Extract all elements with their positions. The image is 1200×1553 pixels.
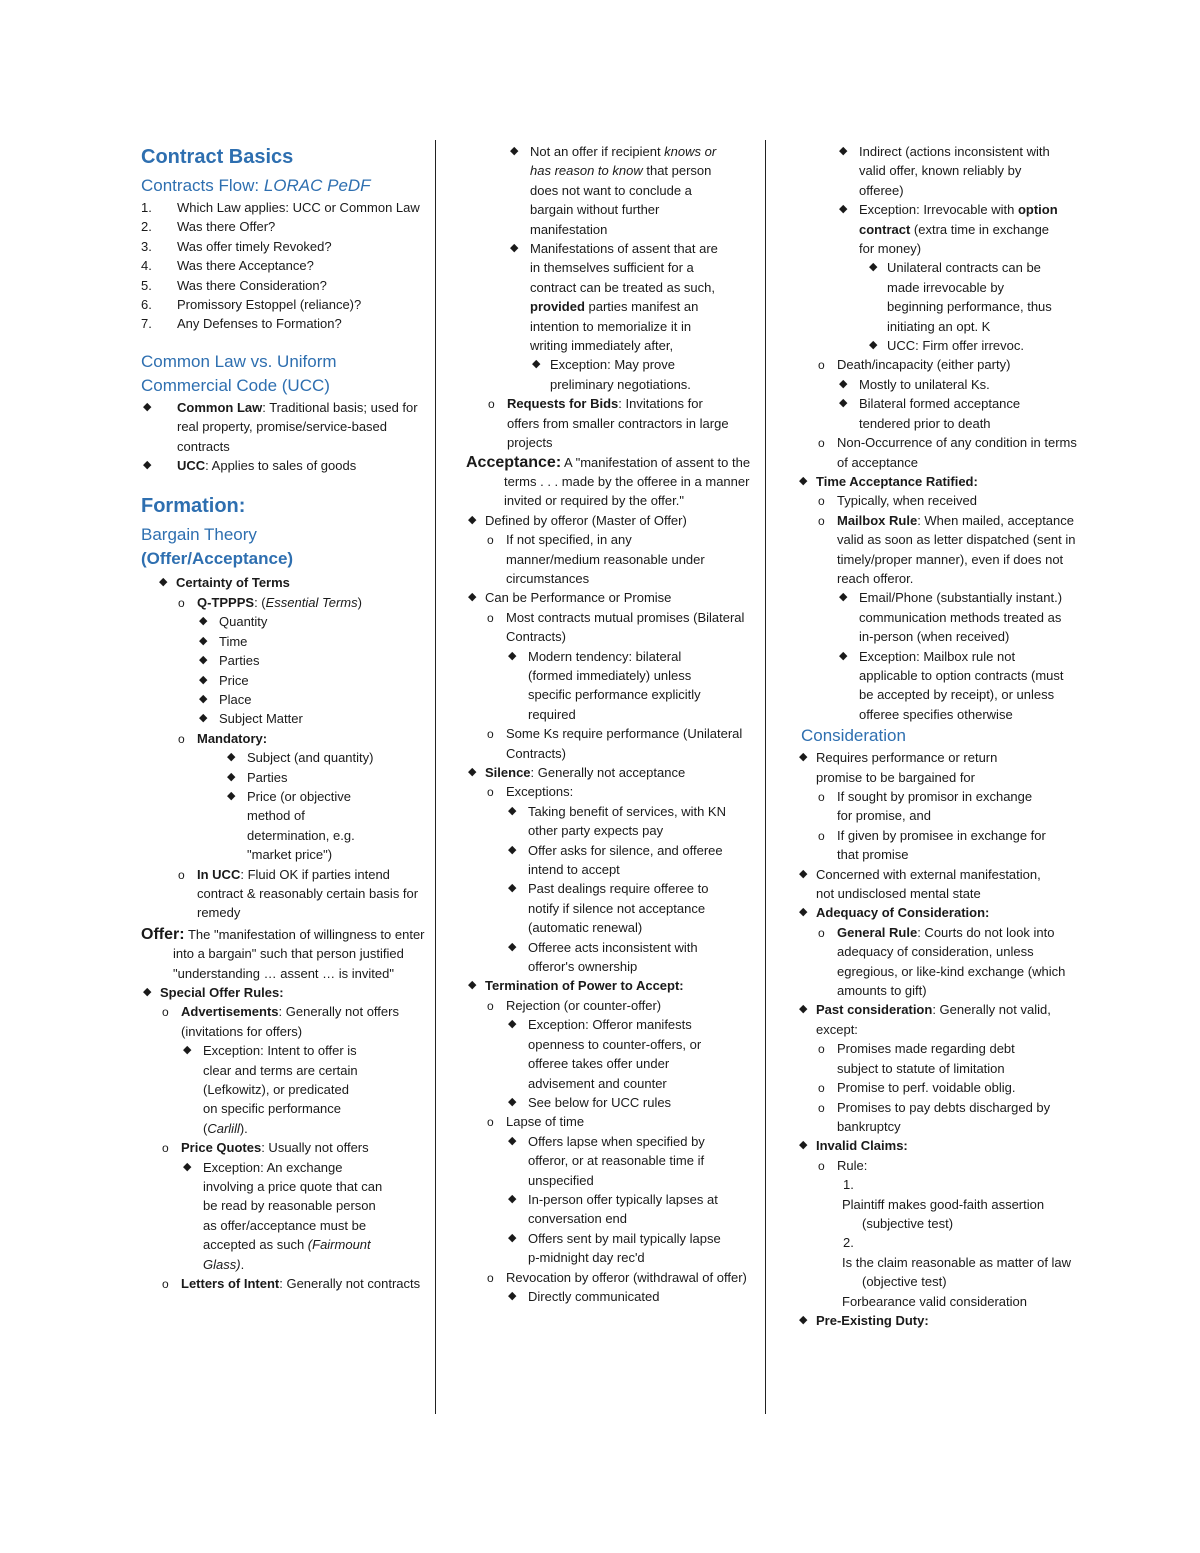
acceptance-list — [466, 511, 758, 1307]
circle-bullet-icon: o — [162, 1277, 169, 1292]
rule-1-number: 1. — [843, 1177, 854, 1193]
sub-list — [506, 1132, 758, 1268]
list-item: ◆ Offeree acts inconsistent with offeror's ownership — [508, 939, 698, 975]
list-item: ◆ Mostly to unilateral Ks. — [837, 375, 1067, 394]
circle-bullet-icon: o — [818, 1158, 825, 1173]
list-item: ◆ Time Acceptance Ratified: o Typically, when received o Mailbox Rule: When mailed, acceptance valid as soon as letter dispatched (sent in timely/proper manner), even if does not reach offeror. ◆ Email/Phone (substantially instant.) communication methods treated as in-person (when received) ◆ Exception: Mailbox rule not applicable to option contracts (must be accepted by receipt), or unless offeree specifies otherwise — [797, 472, 1067, 724]
bullet-icon: ◆ — [468, 979, 477, 992]
list-item: ◆ Special Offer Rules: o Advertisements: Generally not offers (invitations for offers) ◆ Exception: Intent to offer is clear and terms are certain (Lefkowitz), or predicated on specific performance (Carlill). o Price Quotes: Usually not offers ◆ Exception: An exchange involving a price quote that can be read by reasonable person as offer/acceptance must be accepted as such (Fairmount Glass). o Letters of Intent: Generally not contracts — [141, 983, 431, 1294]
list-item: ◆ Manifestations of assent that are in themselves sufficient for a contract can be treated as such, provided parties manifest an intention to memorialize it in writing immediately after, ◆ Exception: May prove preliminary negotiations. — [508, 239, 730, 394]
bullet-icon: ◆ — [508, 1231, 517, 1244]
list-item: ◆ Directly communicated — [506, 1287, 758, 1306]
death-list — [816, 355, 1077, 471]
list-item: ◆ Time — [197, 632, 431, 651]
bullet-icon: ◆ — [839, 203, 848, 216]
rule-2-number: 2. — [843, 1235, 854, 1251]
bullet-icon: ◆ — [508, 1095, 517, 1108]
list-item: ◆ Parties — [225, 768, 431, 787]
list-item: ◆ UCC: Firm offer irrevoc. — [867, 336, 1064, 355]
list-item: ◆ Defined by offeror (Master of Offer) o If not specified, in any manner/medium reasonable under circumstances — [466, 511, 758, 589]
list-item: ◆ Quantity — [197, 612, 431, 631]
bullet-icon: ◆ — [199, 634, 208, 647]
list-item: o Mailbox Rule: When mailed, acceptance valid as soon as letter dispatched (sent in timely/proper manner), even if does not reach offeror. ◆ Email/Phone (substantially instant.) communication methods treated as in-person (when received) ◆ Exception: Mailbox rule not applicable to option contracts (must be accepted by receipt), or unless offeree specifies otherwise — [816, 511, 1077, 724]
list-item: ◆ Bilateral formed acceptance tendered prior to death — [839, 396, 1021, 431]
circle-bullet-icon: o — [162, 1141, 169, 1156]
list-item: o Non-Occurrence of any condition in terms of acceptance — [818, 435, 1077, 470]
list-item: ◆ Indirect (actions inconsistent with valid offer, known reliably by offeree) — [839, 144, 1050, 198]
bullet-icon: ◆ — [199, 692, 208, 705]
list-item: ◆ Offers lapse when specified by offeror, or at reasonable time if unspecified — [508, 1133, 705, 1188]
list-item: ◆ Taking benefit of services, with KN other party expects pay — [508, 803, 726, 839]
bullet-icon: ◆ — [508, 1192, 517, 1205]
list-item: ◆ Exception: Intent to offer is clear and terms are certain (Lefkowitz), or predicated on specific performance (Carlill). — [183, 1043, 358, 1136]
bullet-icon: ◆ — [508, 940, 517, 953]
circle-bullet-icon: o — [487, 1270, 494, 1285]
circle-bullet-icon: o — [818, 790, 825, 804]
bullet-icon: ◆ — [468, 766, 477, 778]
rule-2: Is the claim reasonable as matter of law (objective test) — [842, 1254, 1072, 1290]
bullet-icon: ◆ — [510, 242, 519, 255]
circle-bullet-icon: o — [818, 436, 825, 451]
column-2 — [466, 142, 758, 1306]
consideration-heading: Consideration — [801, 726, 906, 746]
circle-bullet-icon: o — [818, 513, 825, 528]
column-divider — [765, 140, 766, 1414]
circle-bullet-icon: o — [178, 595, 185, 610]
time-ratified-list — [797, 472, 1076, 724]
bullet-icon: ◆ — [143, 459, 152, 472]
list-item: o Price Quotes: Usually not offers ◆ Exception: An exchange involving a price quote that can be read by reasonable person as offer/acceptance must be accepted as such (Fairmount Glass). — [160, 1138, 431, 1274]
acceptance-term: Acceptance: — [466, 453, 562, 471]
circle-bullet-icon: o — [162, 1005, 169, 1020]
bullet-icon: ◆ — [183, 1160, 192, 1173]
sub-list — [506, 1015, 758, 1112]
circle-bullet-icon: o — [487, 610, 494, 625]
sub-list — [485, 996, 758, 1307]
bullet-icon: ◆ — [199, 615, 208, 628]
list-item: ◆ Common Law: Traditional basis; used for real property, promise/service-based contracts — [143, 399, 418, 454]
circle-bullet-icon: o — [487, 1115, 494, 1130]
bullet-icon: ◆ — [227, 751, 236, 764]
sub-list — [867, 258, 1064, 355]
bullet-icon: ◆ — [508, 1289, 517, 1302]
column-divider — [435, 140, 436, 1414]
sub-list — [181, 1041, 431, 1138]
list-item: ◆ Exception: An exchange involving a price quote that can be read by reasonable person as offer/acceptance must be accepted as such (Fairmount Glass). — [183, 1159, 383, 1272]
flow-step: 1. Which Law applies: UCC or Common Law — [141, 200, 420, 215]
bullet-icon: ◆ — [510, 145, 519, 157]
flow-step: 7. Any Defenses to Formation? — [141, 316, 342, 332]
list-item: o Death/incapacity (either party) ◆ Mostly to unilateral Ks. ◆ Bilateral formed acceptance tendered prior to death — [816, 355, 1067, 433]
acceptance-definition: Acceptance: A "manifestation of assent to the terms . . . made by the offeree in a manner invited or required by the offer." — [466, 453, 751, 509]
circle-bullet-icon: o — [488, 397, 495, 412]
bullet-icon: ◆ — [839, 377, 848, 390]
circle-bullet-icon: o — [818, 1042, 825, 1057]
list-item: o Letters of Intent: Generally not contracts — [160, 1274, 431, 1293]
flow-label: Contracts Flow: — [141, 176, 264, 195]
common-law-vs-ucc-heading: Common Law vs. Uniform Commercial Code (UCC) — [141, 351, 337, 395]
list-item: ◆ Modern tendency: bilateral (formed immediately) unless specific performance explicitly required — [508, 648, 701, 722]
list-item: ◆ Silence: Generally not acceptance o Exceptions: ◆ Taking benefit of services, with KN other party expects pay ◆ Offer asks for silence, and offeree intend to accept ◆ Past dealings require offeree to notify if silence not acceptance (automatic renewal) ◆ Offeree acts inconsistent with offeror's ownership — [466, 763, 758, 976]
list-item: ◆ UCC: Applies to sales of goods — [141, 456, 431, 475]
bargain-theory-heading: Bargain Theory — [141, 525, 257, 545]
column-1 — [141, 142, 431, 1294]
circle-bullet-icon: o — [487, 998, 494, 1013]
list-item: ◆ Exception: Offeror manifests openness to counter-offers, or offeree takes offer under advisement and counter — [508, 1017, 702, 1091]
bullet-icon: ◆ — [839, 145, 848, 157]
bullet-icon: ◆ — [468, 513, 477, 526]
list-item: ◆ Exception: May prove preliminary negotiations. — [532, 357, 691, 392]
list-item: o In UCC: Fluid OK if parties intend contract & reasonably certain basis for remedy — [178, 866, 419, 921]
sub-list — [816, 1156, 1072, 1311]
list-item: ◆ Pre-Existing Duty: — [797, 1311, 1067, 1330]
list-item: ◆ Certainty of Terms o Q-TPPPS: (Essential Terms) ◆ Quantity ◆ Time ◆ Parties ◆ Price ◆ Place ◆ Subject Matter o Mandatory: ◆ Subject (and quantity) ◆ Parties ◆ Price (or objective method of determination, e.g. "market price") o In UCC: Fluid OK if parties intend contract & reasonably certain basis for remedy — [157, 573, 431, 922]
sub-list — [485, 782, 758, 976]
list-item: ◆ Parties — [197, 651, 431, 670]
circle-bullet-icon: o — [178, 731, 185, 746]
contracts-flow-heading — [141, 174, 431, 198]
mandatory-list — [225, 748, 431, 864]
bullet-icon: ◆ — [227, 770, 236, 783]
list-item: ◆ Adequacy of Consideration: o General Rule: Courts do not look into adequacy of consideration, unless egregious, or like-kind exchange (which amounts to gift) — [797, 903, 1067, 1000]
formation-heading: Formation: — [141, 495, 246, 518]
list-item: o Exceptions: ◆ Taking benefit of services, with KN other party expects pay ◆ Offer asks for silence, and offeree intend to accept ◆ Past dealings require offeree to notify if silence not acceptance (automatic renewal) ◆ Offeree acts inconsistent with offeror's ownership — [485, 782, 758, 976]
circle-bullet-icon: o — [818, 494, 825, 509]
flow-step: 6. Promissory Estoppel (reliance)? — [141, 297, 362, 313]
column-3 — [797, 142, 1077, 1330]
bullet-icon: ◆ — [799, 474, 808, 487]
terms-list — [197, 612, 431, 728]
bullet-icon: ◆ — [839, 591, 848, 604]
list-item: ◆ Exception: Mailbox rule not applicable to option contracts (must be accepted by receipt), or unless offeree specifies otherwise — [839, 648, 1064, 722]
flow-steps-list — [141, 198, 431, 334]
special-offer-list — [141, 983, 431, 1294]
bullet-icon: ◆ — [869, 339, 878, 352]
sub-list — [506, 1287, 758, 1306]
bullet-icon: ◆ — [143, 986, 152, 998]
offer-definition: Offer: The "manifestation of willingness to enter into a bargain" such that person justified "understanding … assent … is invited" — [141, 925, 425, 981]
circle-bullet-icon: o — [178, 867, 185, 882]
list-item: o Advertisements: Generally not offers (invitations for offers) ◆ Exception: Intent to offer is clear and terms are certain (Lefkowitz), or predicated on specific performance (Carlill). — [160, 1002, 431, 1138]
circle-bullet-icon: o — [487, 785, 494, 800]
contract-basics-heading: Contract Basics — [141, 146, 294, 168]
bullet-icon: ◆ — [839, 397, 848, 410]
circle-bullet-icon: o — [818, 358, 825, 373]
bullet-icon: ◆ — [799, 867, 808, 880]
sub-list — [485, 608, 758, 763]
list-item: ◆ Concerned with external manifestation, not undisclosed mental state — [799, 866, 1041, 902]
bullet-icon: ◆ — [227, 789, 236, 802]
sub-list — [816, 491, 1076, 724]
flow-step: 5. Was there Consideration? — [141, 277, 327, 293]
bullet-icon: ◆ — [799, 906, 808, 919]
sub-list — [176, 593, 431, 923]
formation-list — [157, 573, 431, 922]
sub-list — [816, 1039, 1056, 1136]
circle-bullet-icon: o — [818, 1081, 825, 1096]
revocation-continued-list — [837, 142, 1067, 355]
bullet-icon: ◆ — [199, 673, 208, 686]
offer-acceptance-heading: (Offer/Acceptance) — [141, 549, 294, 569]
list-item: ◆ See below for UCC rules — [506, 1093, 758, 1112]
sub-list — [160, 1002, 431, 1293]
cl-ucc-list — [141, 398, 431, 476]
bullet-icon: ◆ — [183, 1044, 192, 1057]
list-item: ◆ Offers sent by mail typically lapse p-midnight day rec'd — [508, 1230, 721, 1266]
bullet-icon: ◆ — [532, 358, 541, 371]
bullet-icon: ◆ — [799, 1139, 808, 1152]
list-item: ◆ Offer asks for silence, and offeree intend to accept — [508, 842, 723, 878]
list-item: ◆ Price — [197, 671, 431, 690]
circle-bullet-icon: o — [818, 925, 825, 940]
list-item: o If given by promisee in exchange for that promise — [818, 827, 1046, 863]
list-item: ◆ Requires performance or return promise to be bargained for o If sought by promisor in exchange for promise, and o If given by promisee in exchange for that promise — [797, 748, 1046, 864]
list-item: o Mandatory: ◆ Subject (and quantity) ◆ Parties ◆ Price (or objective method of determination, e.g. "market price") — [176, 729, 431, 865]
bullet-icon: ◆ — [839, 649, 848, 662]
bullet-icon: ◆ — [508, 882, 517, 895]
bullet-icon: ◆ — [799, 1313, 808, 1326]
list-item: o Lapse of time ◆ Offers lapse when specified by offeror, or at reasonable time if unspecified ◆ In-person offer typically lapses at conversation end ◆ Offers sent by mail typically lapse p-midnight day rec'd — [485, 1112, 758, 1267]
list-item: ◆ Can be Performance or Promise o Most contracts mutual promises (Bilateral Contracts) ◆ Modern tendency: bilateral (formed immediately) unless specific performance explicitly required o Some Ks require performance (Unilateral Contracts) — [466, 588, 758, 763]
circle-bullet-icon: o — [487, 533, 494, 548]
sub-list — [816, 923, 1067, 1001]
offer-term: Offer: — [141, 925, 185, 943]
sub-list — [530, 355, 730, 394]
list-item: ◆ Price (or objective method of determination, e.g. "market price") — [227, 788, 355, 863]
list-item: o General Rule: Courts do not look into adequacy of consideration, unless egregious, or like-kind exchange (which amounts to gift) — [818, 924, 1066, 999]
list-item: o Rule: 1. Plaintiff makes good-faith assertion (subjective test) 2. Is the claim reasonable as matter of law (objective test) Forbearance valid consideration — [816, 1156, 1067, 1311]
list-item: ◆ In-person offer typically lapses at conversation end — [508, 1191, 718, 1227]
list-item: ◆ Exception: Irrevocable with option contract (extra time in exchange for money) ◆ Unilateral contracts can be made irrevocable by beginning performance, thus initiating an opt. K ◆ UCC: Firm offer irrevoc. — [837, 200, 1064, 355]
list-item: o Some Ks require performance (Unilateral Contracts) — [487, 726, 743, 761]
list-item: o Promise to perf. voidable oblig. — [816, 1078, 1056, 1097]
sub-list — [181, 1158, 431, 1274]
bullet-icon: ◆ — [508, 843, 517, 856]
bullet-icon: ◆ — [869, 261, 878, 274]
list-item: ◆ Invalid Claims: o Rule: 1. Plaintiff makes good-faith assertion (subjective test) 2. Is the claim reasonable as matter of law (objective test) Forbearance valid consideration — [797, 1136, 1067, 1311]
list-item: o Promises made regarding debt subject to statute of limitation — [818, 1041, 1015, 1076]
list-item: o Q-TPPPS: (Essential Terms) ◆ Quantity ◆ Time ◆ Parties ◆ Price ◆ Place ◆ Subject Matter — [176, 593, 431, 729]
bullet-icon: ◆ — [508, 1134, 517, 1147]
list-item: o Requests for Bids: Invitations for offers from smaller contractors in large projects — [488, 396, 729, 451]
list-item: o Most contracts mutual promises (Bilateral Contracts) ◆ Modern tendency: bilateral (formed immediately) unless specific performance explicitly required — [485, 608, 758, 724]
bullet-icon: ◆ — [799, 751, 808, 764]
sub-list — [506, 802, 758, 977]
list-item: ◆ Email/Phone (substantially instant.) communication methods treated as in-person (when received) — [839, 590, 1063, 645]
list-item: o Typically, when received — [816, 491, 1067, 510]
list-item: o Rejection (or counter-offer) ◆ Exception: Offeror manifests openness to counter-offers, or offeree takes offer under advisement and counter ◆ See below for UCC rules — [485, 996, 758, 1112]
bullet-icon: ◆ — [508, 1018, 517, 1031]
list-item: ◆ Unilateral contracts can be made irrevocable by beginning performance, thus initiating an opt. K — [869, 260, 1052, 334]
list-item: ◆ Past consideration: Generally not valid, except: o Promises made regarding debt subject to statute of limitation o Promise to perf. voidable oblig. o Promises to pay debts discharged by bankruptcy — [797, 1000, 1056, 1136]
sub-list — [506, 647, 758, 725]
list-item: ◆ Subject (and quantity) — [225, 748, 431, 767]
circle-bullet-icon: o — [818, 828, 825, 843]
sub-list — [816, 787, 1046, 865]
flow-mnemonic: LORAC PeDF — [263, 176, 371, 195]
forbearance: Forbearance valid consideration — [842, 1293, 1027, 1309]
list-item: ◆ Subject Matter — [197, 709, 431, 728]
list-item: o Promises to pay debts discharged by bankruptcy — [818, 1099, 1051, 1134]
circle-bullet-icon: o — [487, 727, 494, 742]
circle-bullet-icon: o — [818, 1100, 825, 1115]
flow-step: 2. Was there Offer? — [141, 219, 276, 235]
list-item: ◆ Termination of Power to Accept: o Rejection (or counter-offer) ◆ Exception: Offeror manifests openness to counter-offers, or offeree takes offer under advisement and counter ◆ See below for UCC rules o Lapse of time ◆ Offers lapse when specified by offeror, or at reasonable time if unspecified ◆ In-person offer typically lapses at conversation end ◆ Offers sent by mail typically lapse p-midnight day rec'd o Revocation by offeror (withdrawal of offer) ◆ Directly communicated — [466, 976, 758, 1306]
list-item: ◆ Past dealings require offeree to notify if silence not acceptance (automatic renewal) — [508, 881, 709, 936]
list-item: o If not specified, in any manner/medium reasonable under circumstances — [487, 532, 705, 586]
bullet-icon: ◆ — [143, 400, 152, 413]
list-item: o Revocation by offeror (withdrawal of offer) ◆ Directly communicated — [485, 1268, 758, 1307]
bullet-icon: ◆ — [508, 804, 517, 817]
list-item: ◆ Not an offer if recipient knows or has reason to know that person does not want to conclude a bargain without further manifestation — [510, 144, 717, 237]
consideration-list — [797, 748, 1072, 1330]
list-item: ◆ Place — [197, 690, 431, 709]
sub-list — [837, 375, 1067, 433]
bullet-icon: ◆ — [199, 712, 208, 725]
offer-continued-list — [508, 142, 758, 394]
sub-list — [837, 588, 1077, 724]
bullet-icon: ◆ — [199, 654, 208, 667]
bullet-icon: ◆ — [508, 649, 517, 662]
bullet-icon: ◆ — [799, 1003, 808, 1016]
bullet-icon: ◆ — [159, 576, 168, 589]
flow-step: 3. Was offer timely Revoked? — [141, 238, 332, 254]
bids-list — [486, 394, 758, 452]
bullet-icon: ◆ — [468, 591, 477, 604]
rule-1: Plaintiff makes good-faith assertion (subjective test) — [842, 1196, 1045, 1231]
sub-list — [485, 530, 758, 588]
flow-step: 4. Was there Acceptance? — [141, 258, 314, 274]
list-item: o If sought by promisor in exchange for promise, and — [818, 789, 1033, 824]
